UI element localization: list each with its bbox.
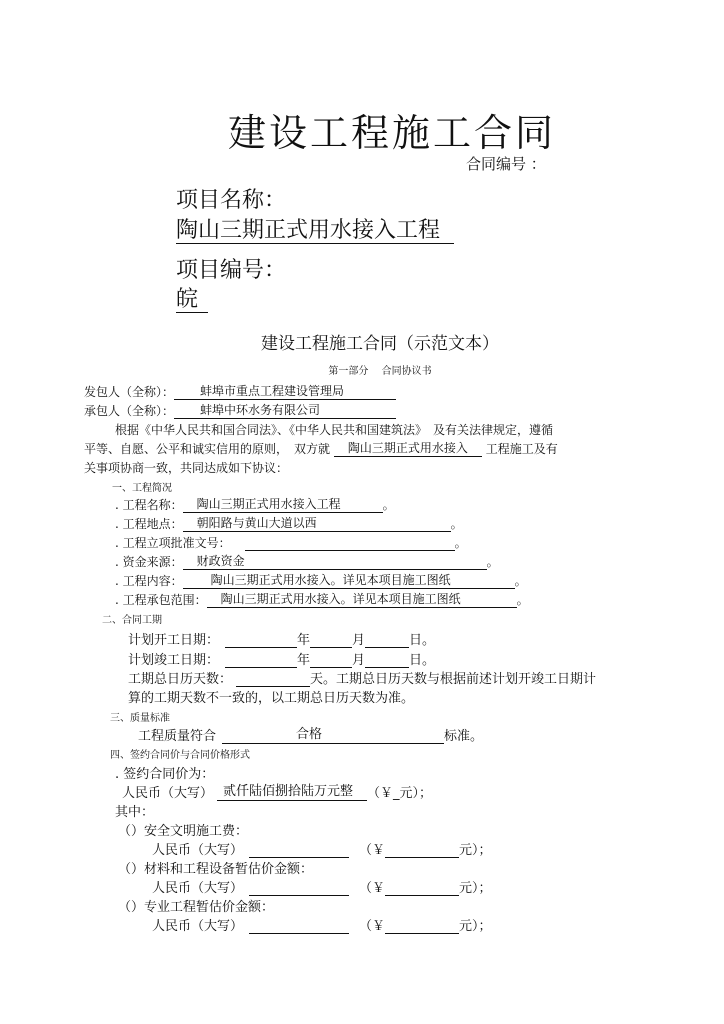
material-fee-line xyxy=(152,877,492,896)
project-name-label: 项目名称： xyxy=(176,188,287,213)
rmb-label: 人民币（大写） xyxy=(152,881,244,896)
section-1-heading: 一、工程简况 xyxy=(112,483,172,494)
start-date-line xyxy=(128,629,435,648)
intro-line-2 xyxy=(84,440,558,457)
contract-number-label: 合同编号 ： xyxy=(466,155,546,173)
year-label: 年 xyxy=(297,653,311,668)
contract-price-label: . 签约合同价为： xyxy=(115,767,215,782)
section-3-heading: 三、质量标准 xyxy=(110,713,170,724)
finish-day-blank xyxy=(365,652,409,668)
period: 。 xyxy=(516,593,529,607)
yuan-close: 元）； xyxy=(459,881,492,896)
project-number-value xyxy=(176,287,208,313)
start-month-blank xyxy=(310,632,352,648)
item-content xyxy=(115,572,527,589)
item-scope-value: 陶山三期正式用水接入。详见本项目施工图纸 xyxy=(207,593,517,608)
duration-label: 工期总日历天数： xyxy=(128,672,233,687)
intro-line-3: 关事项协商一致，共同达成如下协议： xyxy=(84,461,289,475)
yuan-close: 元）； xyxy=(459,843,492,858)
contractor-label: 承包人（全称）： xyxy=(84,404,175,418)
contractor-line xyxy=(84,402,396,419)
yuan-close: 元）； xyxy=(459,919,492,934)
quality-label: 工程质量符合 xyxy=(138,729,217,744)
safety-fee-blank xyxy=(249,842,349,858)
rmb-total-label: 人民币（大写） xyxy=(122,786,214,801)
material-fee-label: （）材料和工程设备暂估价金额： xyxy=(118,862,314,877)
item-location-label: . 工程地点： xyxy=(115,517,183,531)
finish-date-label: 计划竣工日期： xyxy=(128,653,220,668)
material-fee-blank xyxy=(249,880,349,896)
period: 。 xyxy=(454,536,467,550)
item-project-name-value: 陶山三期正式用水接入工程 xyxy=(183,498,383,513)
item-location xyxy=(115,515,463,532)
safety-fee-label: （）安全文明施工费： xyxy=(118,824,249,839)
material-fee-yen-blank xyxy=(385,880,459,896)
finish-year-blank xyxy=(225,652,297,668)
quality-end: 标准。 xyxy=(444,729,484,744)
item-location-value: 朝阳路与黄山大道以西 xyxy=(183,517,451,532)
part-heading: 第一部分 合同协议书 xyxy=(328,366,432,377)
yen-open: （￥ xyxy=(359,919,386,934)
project-number-text: 皖 xyxy=(176,287,208,313)
start-date-label: 计划开工日期： xyxy=(128,633,220,648)
special-fee-line xyxy=(152,915,492,934)
quality-line xyxy=(138,725,483,744)
document-subtitle: 建设工程施工合同（示范文本） xyxy=(261,334,499,354)
item-content-label: . 工程内容： xyxy=(115,574,183,588)
item-funding xyxy=(115,553,499,570)
duration-line xyxy=(128,668,596,687)
project-number-label: 项目编号： xyxy=(176,258,287,283)
contractor-value: 蚌埠中环水务有限公司 xyxy=(174,404,396,419)
among-label: 其中： xyxy=(115,805,155,820)
safety-fee-yen-blank xyxy=(385,842,459,858)
item-approval xyxy=(115,534,467,551)
employer-line xyxy=(84,383,396,400)
quality-value: 合格 xyxy=(222,728,444,744)
start-day-blank xyxy=(365,632,409,648)
intro-project-value: 陶山三期正式用水接入 xyxy=(334,442,482,457)
project-name-value xyxy=(176,218,454,244)
item-project-name xyxy=(115,496,395,513)
day-label: 日。 xyxy=(409,653,436,668)
section-4-heading: 四、签约合同价与合同价格形式 xyxy=(110,750,250,761)
item-funding-label: . 资金来源： xyxy=(115,555,183,569)
day-label: 日。 xyxy=(409,633,436,648)
duration-text-1: 天。工期总日历天数与根据前述计划开竣工日期计 xyxy=(310,672,597,687)
item-scope-label: . 工程承包范围： xyxy=(115,593,207,607)
item-approval-label: . 工程立项批准文号： xyxy=(115,536,231,550)
period: 。 xyxy=(450,517,463,531)
period: 。 xyxy=(514,574,527,588)
period: 。 xyxy=(486,555,499,569)
item-content-value: 陶山三期正式用水接入。详见本项目施工图纸 xyxy=(183,574,515,589)
document-title: 建设工程施工合同 xyxy=(227,111,556,155)
rmb-total-tail: （￥_元）； xyxy=(367,786,433,801)
special-fee-blank xyxy=(249,918,349,934)
yen-open: （￥ xyxy=(359,843,386,858)
month-label: 月 xyxy=(352,653,366,668)
item-scope xyxy=(115,591,529,608)
rmb-total-line xyxy=(122,782,432,801)
start-year-blank xyxy=(225,632,297,648)
employer-value: 蚌埠市重点工程建设管理局 xyxy=(174,385,396,400)
special-fee-label: （）专业工程暂估价金额： xyxy=(118,900,275,915)
finish-date-line xyxy=(128,649,435,668)
period: 。 xyxy=(382,498,395,512)
finish-month-blank xyxy=(310,652,352,668)
year-label: 年 xyxy=(297,633,311,648)
intro-line-2-tail: 工程施工及有 xyxy=(485,442,558,456)
duration-blank xyxy=(236,671,310,687)
rmb-label: 人民币（大写） xyxy=(152,919,244,934)
employer-label: 发包人（全称）： xyxy=(84,385,175,399)
project-name-text: 陶山三期正式用水接入工程 xyxy=(176,218,454,244)
special-fee-yen-blank xyxy=(385,918,459,934)
item-approval-value xyxy=(245,536,455,551)
yen-open: （￥ xyxy=(359,881,386,896)
safety-fee-line xyxy=(152,839,492,858)
section-2-heading: 二、合同工期 xyxy=(102,615,162,626)
intro-line-2-text: 平等、自愿、公平和诚实信用的原则， 双方就 xyxy=(84,442,331,456)
rmb-total-value: 贰仟陆佰捌拾陆万元整 xyxy=(217,785,367,801)
item-project-name-label: . 工程名称： xyxy=(115,498,183,512)
rmb-label: 人民币（大写） xyxy=(152,843,244,858)
intro-line-1: 根据《中华人民共和国合同法》、《中华人民共和国建筑法》 及有关法律规定，遵循 xyxy=(115,423,554,437)
item-funding-value: 财政资金 xyxy=(183,555,487,570)
month-label: 月 xyxy=(352,633,366,648)
duration-text-2: 算的工期天数不一致的，以工期总日历天数为准。 xyxy=(128,691,415,706)
